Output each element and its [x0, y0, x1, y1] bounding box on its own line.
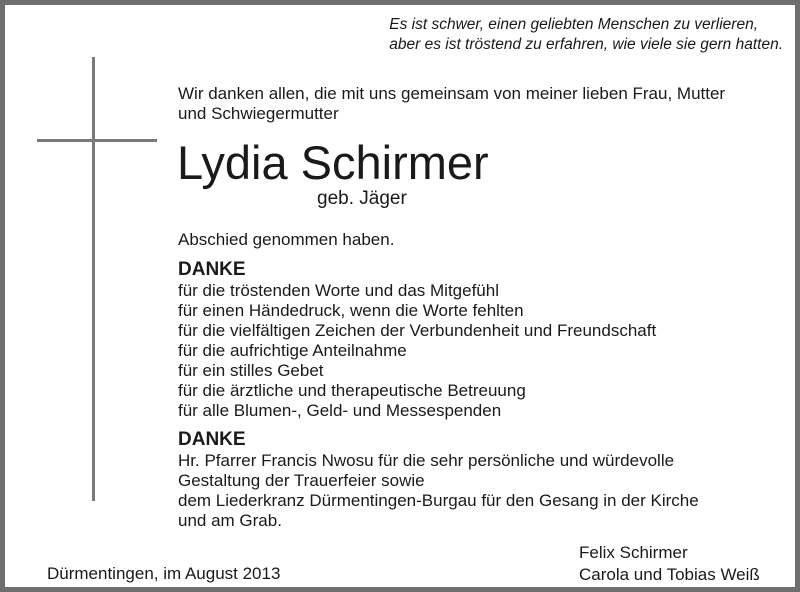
intro-text	[178, 84, 725, 124]
thanks-line: für die ärztliche und therapeutische Betreuung	[178, 381, 526, 400]
thanks-line: für einen Händedruck, wenn die Worte fehlten	[178, 301, 524, 320]
thanks-line: für die vielfältigen Zeichen der Verbundenheit und Freundschaft	[178, 321, 657, 340]
motto-line-2: aber es ist tröstend zu erfahren, wie viele sie gern hatten.	[389, 36, 783, 53]
thanks-line: für die aufrichtige Anteilnahme	[178, 341, 407, 360]
thanks-line: für die tröstenden Worte und das Mitgefühl	[178, 281, 499, 300]
thanks-line: für ein stilles Gebet	[178, 361, 324, 380]
intro-line-1: Wir danken allen, die mit uns gemeinsam von meiner lieben Frau, Mutter	[178, 84, 726, 103]
motto-line-1: Es ist schwer, einen geliebten Menschen zu verlieren,	[389, 16, 759, 33]
thanks-heading: DANKE	[178, 429, 246, 450]
farewell-text: Abschied genommen haben.	[178, 230, 395, 249]
thanks-block-2	[178, 429, 699, 531]
motto-quote	[389, 15, 783, 55]
cross-vertical-bar	[92, 57, 95, 501]
thanks-line: für alle Blumen-, Geld- und Messespenden	[178, 401, 502, 420]
birth-name: geb. Jäger	[317, 188, 407, 209]
intro-line-2: und Schwiegermutter	[178, 104, 339, 123]
thanks-line: und am Grab.	[178, 511, 282, 530]
signers	[579, 542, 760, 586]
signer-name: Felix Schirmer	[579, 543, 688, 562]
thanks-line: dem Liederkranz Dürmentingen-Burgau für den Gesang in der Kirche	[178, 491, 699, 510]
thanks-block-1	[178, 259, 656, 421]
signer-name: Carola und Tobias Weiß	[579, 565, 760, 584]
thanks-line: Hr. Pfarrer Francis Nwosu für die sehr persönliche und würdevolle	[178, 451, 675, 470]
place-date: Dürmentingen, im August 2013	[47, 564, 281, 583]
deceased-name: Lydia Schirmer	[177, 136, 489, 189]
thanks-heading: DANKE	[178, 259, 246, 280]
thanks-line: Gestaltung der Trauerfeier sowie	[178, 471, 425, 490]
cross-horizontal-bar	[37, 139, 157, 142]
